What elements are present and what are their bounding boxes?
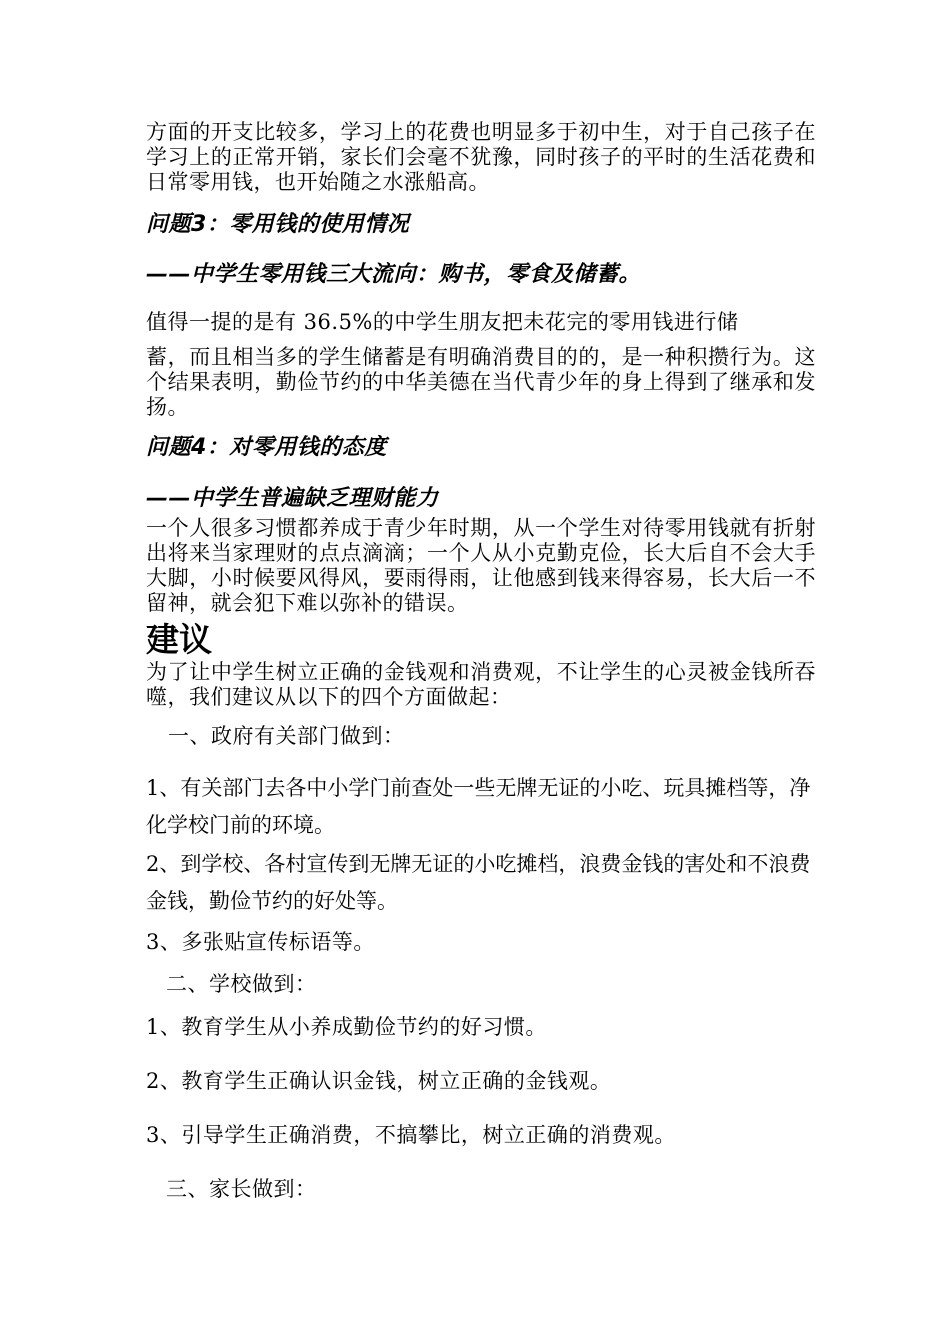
government-item-3: 3、多张贴宣传标语等。 xyxy=(146,930,375,954)
school-heading: 二、学校做到： xyxy=(166,972,317,996)
question3-title: 问题3：零用钱的使用情况 xyxy=(146,212,410,237)
suggestions-title: 建议 xyxy=(146,620,212,659)
question3-body: 蓄，而且相当多的学生储蓄是有明确消费目的的，是一种积攒行为。这个结果表明，勤俭节约的中华美德在当代青少年的身上得到了继承和发扬。 xyxy=(146,345,816,419)
question3-line1: 值得一提的是有 36.5%的中学生朋友把未花完的零用钱进行储 xyxy=(146,310,739,334)
question4-subtitle: ——中学生普遍缺乏理财能力 xyxy=(146,486,439,511)
government-item-2: 2、到学校、各村宣传到无牌无证的小吃摊档，浪费金钱的害处和不浪费金钱，勤俭节约的好处等。 xyxy=(146,852,811,913)
question3-subtitle: ——中学生零用钱三大流向：购书，零食及储蓄。 xyxy=(146,262,642,287)
school-item-3: 3、引导学生正确消费，不搞攀比，树立正确的消费观。 xyxy=(146,1123,676,1147)
parents-heading: 三、家长做到： xyxy=(166,1177,317,1201)
question4-title: 问题4：对零用钱的态度 xyxy=(146,435,387,460)
government-heading: 一、政府有关部门做到： xyxy=(168,724,405,748)
school-item-2: 2、教育学生正确认识金钱，树立正确的金钱观。 xyxy=(146,1069,612,1093)
question4-body: 一个人很多习惯都养成于青少年时期，从一个学生对待零用钱就有折射出将来当家理财的点点滴滴；一个人从小克勤克俭，长大后自不会大手大脚，小时候要风得风，要雨得雨，让他感到钱来得容易，长大后一不留神，就会犯下难以弥补的错误。 xyxy=(146,516,816,615)
suggestions-intro: 为了让中学生树立正确的金钱观和消费观，不让学生的心灵被金钱所吞噬，我们建议从以下的四个方面做起： xyxy=(146,660,816,709)
document-page xyxy=(146,120,816,1203)
intro-paragraph: 方面的开支比较多，学习上的花费也明显多于初中生，对于自己孩子在学习上的正常开销，家长们会毫不犹豫，同时孩子的平时的生活花费和日常零用钱，也开始随之水涨船高。 xyxy=(146,120,816,194)
school-item-1: 1、教育学生从小养成勤俭节约的好习惯。 xyxy=(146,1015,547,1039)
government-item-1: 1、有关部门去各中小学门前查处一些无牌无证的小吃、玩具摊档等，净化学校门前的环境。 xyxy=(146,776,811,837)
